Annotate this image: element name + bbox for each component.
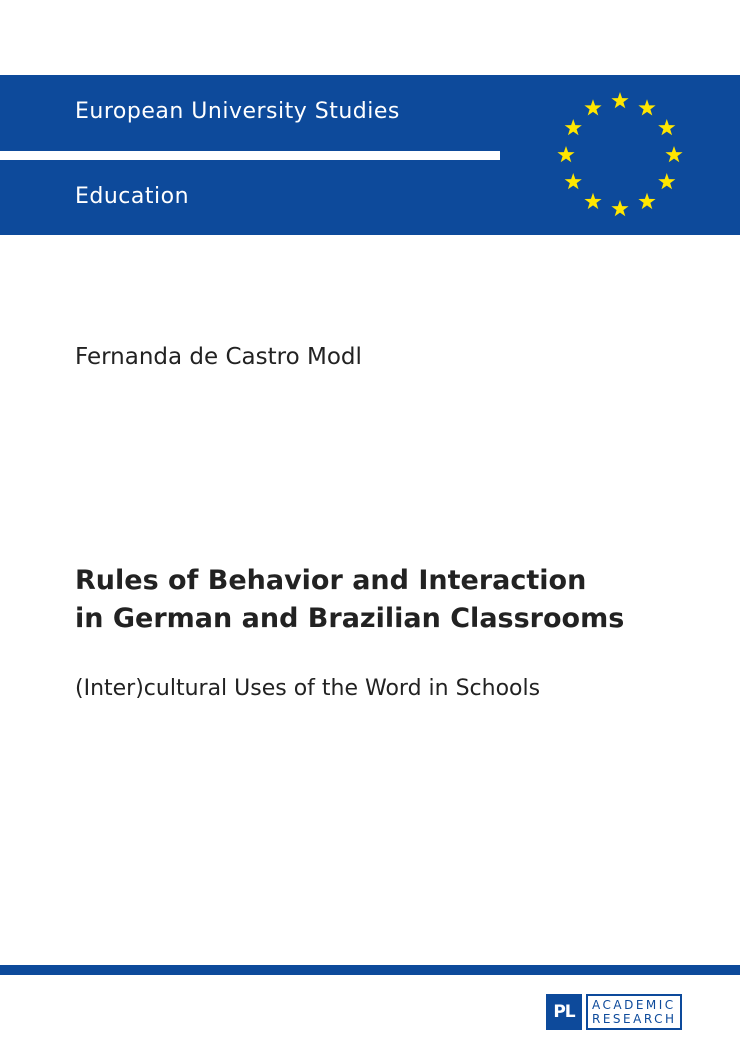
star-icon [611, 200, 628, 216]
star-icon [638, 99, 655, 115]
publisher-name-line-1: ACADEMIC [592, 998, 676, 1012]
book-title-line-1: Rules of Behavior and Interaction [75, 565, 587, 596]
star-icon [638, 193, 655, 209]
star-icon [584, 99, 601, 115]
star-icon [658, 173, 675, 189]
star-icon [611, 92, 628, 108]
publisher-name [586, 994, 682, 1030]
book-title [75, 562, 695, 638]
publisher-logo [546, 994, 682, 1030]
series-title: European University Studies [75, 99, 400, 124]
eu-stars-icon [545, 80, 695, 230]
star-icon [665, 146, 682, 162]
star-icon [565, 173, 582, 189]
star-icon [557, 146, 574, 162]
author-name: Fernanda de Castro Modl [75, 344, 362, 370]
book-title-line-2: in German and Brazilian Classrooms [75, 603, 625, 634]
star-icon [565, 119, 582, 135]
star-icon [584, 193, 601, 209]
star-icon [658, 119, 675, 135]
band-divider [0, 151, 500, 160]
bottom-rule [0, 965, 740, 975]
book-subtitle: (Inter)cultural Uses of the Word in Schools [75, 676, 541, 701]
star-ring [557, 92, 682, 216]
publisher-name-line-2: RESEARCH [592, 1012, 677, 1026]
publisher-mark: PL [546, 994, 582, 1030]
subseries-title: Education [75, 184, 190, 209]
